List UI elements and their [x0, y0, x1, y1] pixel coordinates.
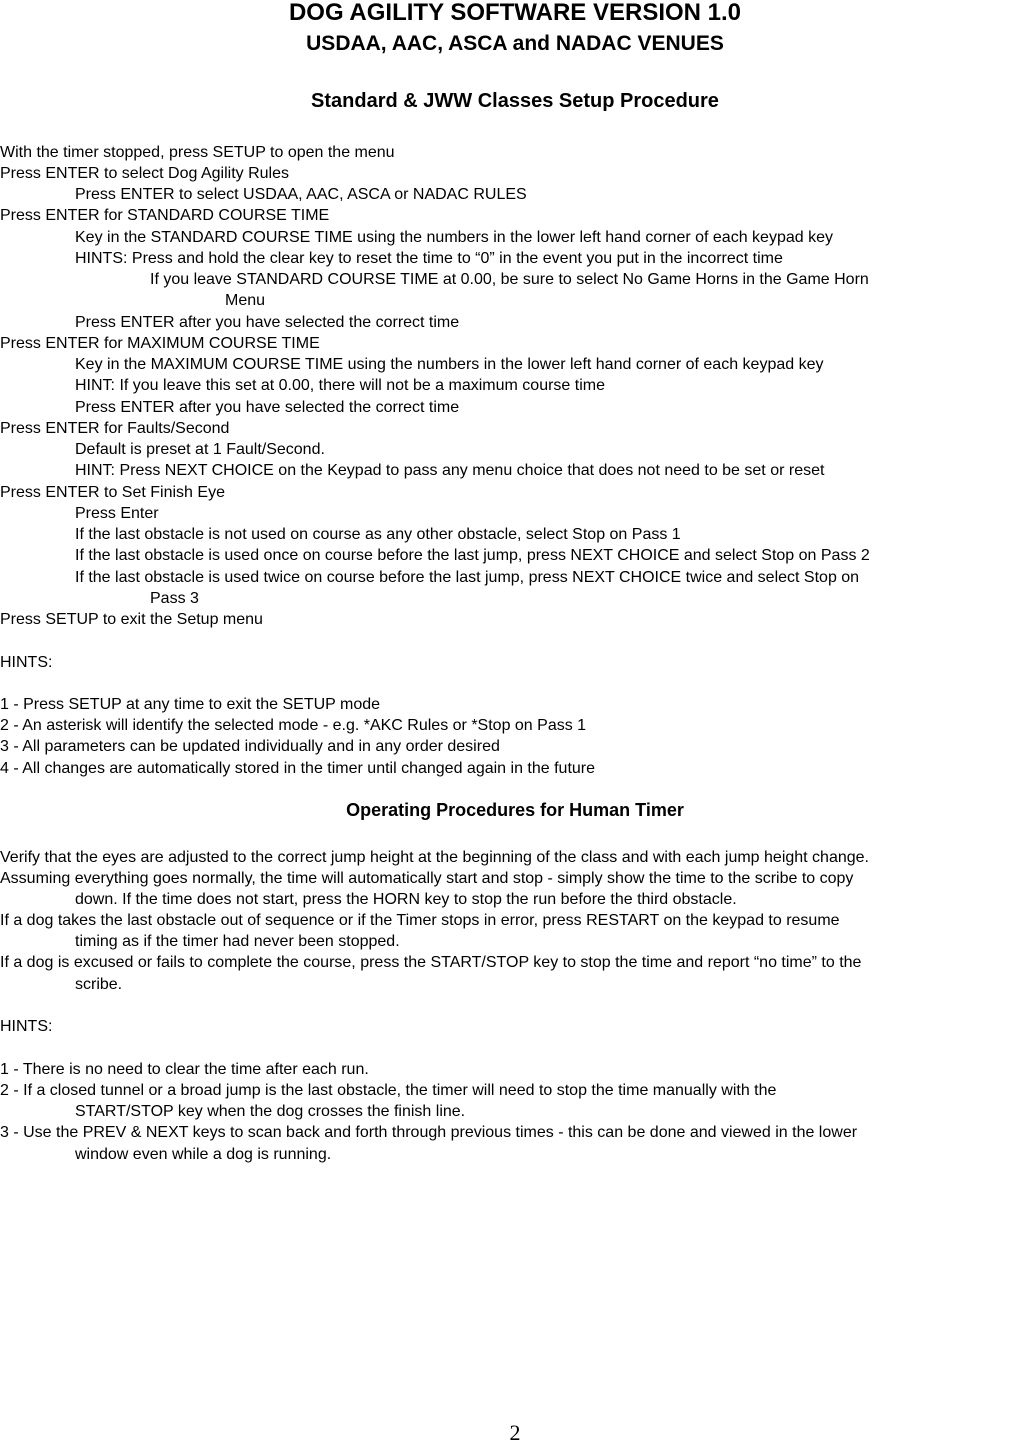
setup-heading: Standard & JWW Classes Setup Procedure: [311, 90, 719, 112]
setup-line: Menu: [225, 292, 266, 309]
setup-line: If the last obstacle is used once on course before the last jump, press NEXT CHOICE and select Stop on Pass 2: [75, 547, 870, 564]
setup-line: Press ENTER after you have selected the correct time: [75, 399, 460, 416]
setup-line: Press ENTER to Set Finish Eye: [0, 484, 225, 501]
setup-line: Press ENTER to select USDAA, AAC, ASCA or NADAC RULES: [75, 186, 527, 203]
setup-hint-item: 2 - An asterisk will identify the selected mode - e.g. *AKC Rules or *Stop on Pass 1: [0, 717, 587, 734]
operating-line: down. If the time does not start, press the HORN key to stop the run before the third obstacle.: [75, 891, 737, 908]
setup-line: Press ENTER after you have selected the correct time: [75, 314, 460, 331]
operating-hint-item: 3 - Use the PREV & NEXT keys to scan back and forth through previous times - this can be done and viewed in the lower: [0, 1124, 858, 1141]
document-subtitle: USDAA, AAC, ASCA and NADAC VENUES: [306, 32, 724, 55]
setup-hints-label: HINTS:: [0, 654, 53, 671]
operating-hint-item: START/STOP key when the dog crosses the finish line.: [75, 1103, 466, 1120]
operating-line: If a dog is excused or fails to complete the course, press the START/STOP key to stop the time and report “no time” to the: [0, 954, 862, 971]
setup-line: Key in the STANDARD COURSE TIME using the numbers in the lower left hand corner of each keypad key: [75, 229, 833, 246]
operating-line: timing as if the timer had never been stopped.: [75, 933, 400, 950]
setup-line: With the timer stopped, press SETUP to open the menu: [0, 144, 395, 161]
operating-line: scribe.: [75, 976, 123, 993]
page-number: 2: [509, 1420, 521, 1445]
setup-line: Default is preset at 1 Fault/Second.: [75, 441, 325, 458]
setup-hint-item: 1 - Press SETUP at any time to exit the SETUP mode: [0, 696, 381, 713]
setup-line: If the last obstacle is not used on course as any other obstacle, select Stop on Pass 1: [75, 526, 681, 543]
setup-line: If the last obstacle is used twice on course before the last jump, press NEXT CHOICE twice and select Stop on: [75, 569, 860, 586]
setup-line: Press Enter: [75, 505, 159, 522]
operating-line: Assuming everything goes normally, the time will automatically start and stop - simply show the time to the scribe to copy: [0, 870, 854, 887]
setup-line: Key in the MAXIMUM COURSE TIME using the numbers in the lower left hand corner of each keypad key: [75, 356, 824, 373]
setup-line: Press ENTER to select Dog Agility Rules: [0, 165, 289, 182]
operating-hint-item: window even while a dog is running.: [75, 1146, 332, 1163]
setup-line: HINTS: Press and hold the clear key to reset the time to “0” in the event you put in the incorrect time: [75, 250, 783, 267]
setup-line: Press SETUP to exit the Setup menu: [0, 611, 263, 628]
setup-line: Press ENTER for STANDARD COURSE TIME: [0, 207, 330, 224]
operating-hints-label: HINTS:: [0, 1018, 53, 1035]
operating-hint-item: 1 - There is no need to clear the time after each run.: [0, 1061, 369, 1078]
setup-line: HINT: If you leave this set at 0.00, there will not be a maximum course time: [75, 377, 605, 394]
operating-heading: Operating Procedures for Human Timer: [346, 800, 684, 820]
operating-line: If a dog takes the last obstacle out of sequence or if the Timer stops in error, press RESTART on the keypad to resume: [0, 912, 840, 929]
setup-hint-item: 3 - All parameters can be updated individually and in any order desired: [0, 738, 500, 755]
setup-line: HINT: Press NEXT CHOICE on the Keypad to pass any menu choice that does not need to be set or reset: [75, 462, 825, 479]
setup-line: Press ENTER for Faults/Second: [0, 420, 230, 437]
setup-line: Press ENTER for MAXIMUM COURSE TIME: [0, 335, 320, 352]
operating-line: Verify that the eyes are adjusted to the correct jump height at the beginning of the class and with each jump height change.: [0, 849, 869, 866]
document-title: DOG AGILITY SOFTWARE VERSION 1.0: [288, 0, 742, 26]
operating-hint-item: 2 - If a closed tunnel or a broad jump is the last obstacle, the timer will need to stop the time manually with the: [0, 1082, 777, 1099]
setup-line: If you leave STANDARD COURSE TIME at 0.00, be sure to select No Game Horns in the Game Horn: [150, 271, 869, 288]
setup-line: Pass 3: [150, 590, 199, 607]
setup-hint-item: 4 - All changes are automatically stored in the timer until changed again in the future: [0, 760, 596, 777]
